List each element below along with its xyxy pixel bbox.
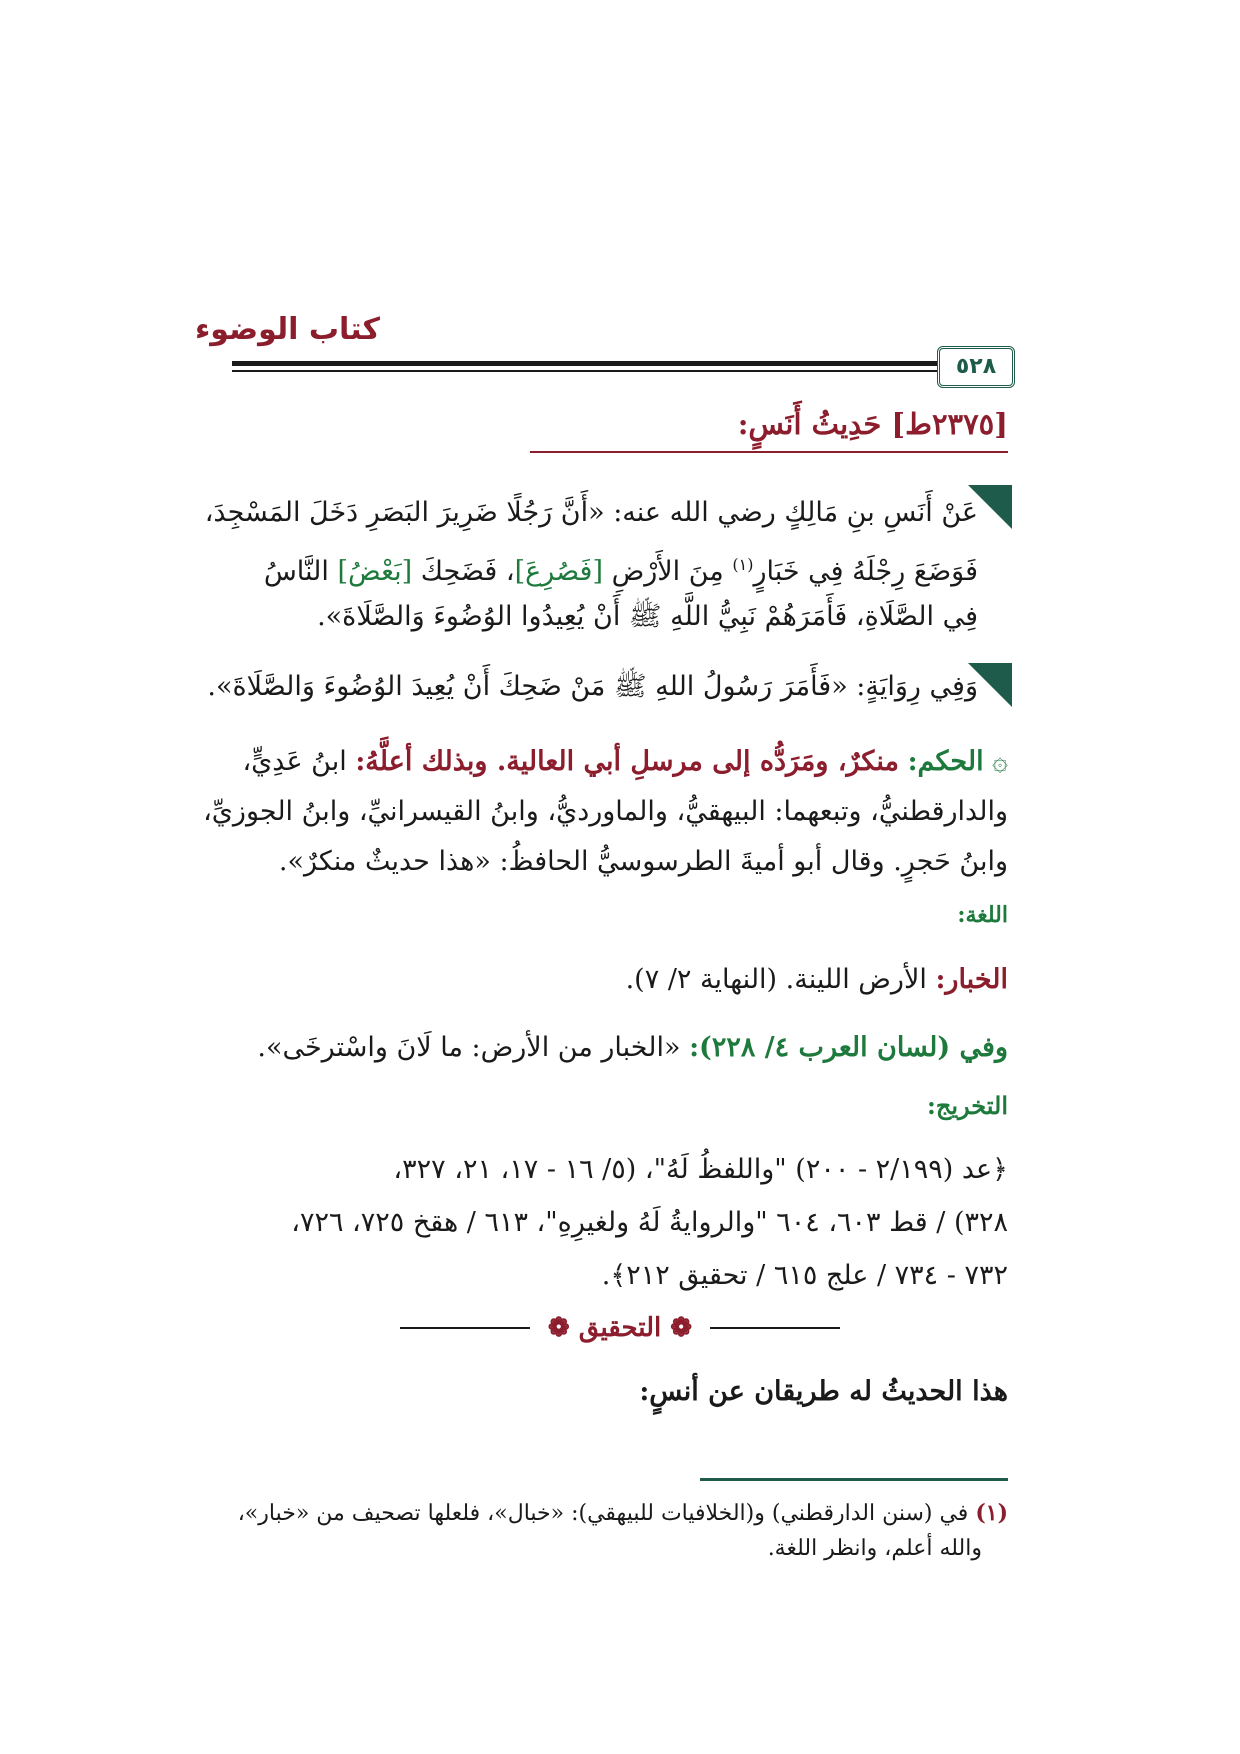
footnote-number: (١) [975,1500,1008,1526]
hadith-text-fragment: ، فَضَحِكَ [412,556,515,587]
footnote-line [232,1496,1008,1531]
book-title: كتاب الوضوء [194,312,380,347]
hukm-label: الحكم: [907,746,984,777]
hukm-line: وابنُ حَجرٍ. وقال أبو أميةَ الطرسوسيُّ الحافظُ: «هذا حديثٌ منكرٌ». [278,846,1008,877]
hukm-text: ابنُ عَدِيٍّ، [242,746,347,777]
hadith-text-fragment: النَّاسُ [263,556,338,587]
hadith-text-fragment: فَوَضَعَ رِجْلَهُ فِي خَبَارٍ [753,556,978,587]
hadith-text-line: فِي الصَّلَاةِ، فَأَمَرَهُمْ نَبِيُّ اللَّهِ ﷺ أَنْ يُعِيدُوا الوُضُوءَ وَالصَّلَاةَ». [317,601,978,632]
lugha-line [232,1028,1008,1068]
title-rule [530,451,1008,453]
lugha-term: الخبار: [935,964,1008,995]
ornament-rule [400,1327,530,1329]
hukm-line [232,742,1008,782]
footnote-text: في (سنن الدارقطني) و(الخلافيات للبيهقي): «خبال»، فلعلها تصحيف من «خبار»، [237,1501,969,1526]
variant-reading: [فَصُرِعَ] [514,556,603,587]
takhrij-line: ٧٣٢ - ٧٣٤ / علج ٦١٥ / تحقيق ٢١٢﴾. [601,1260,1008,1291]
hukm-verdict: منكرٌ، ومَرَدُّه إلى مرسلِ أبي العالية. وبذلك أعلَّهُ: [355,746,899,777]
lugha-line [232,960,1008,1000]
takhrij-line: ٣٢٨) / قط ٦٠٣، ٦٠٤ "والروايةُ لَهُ ولغيرِهِ"، ٦١٣ / هقخ ٧٢٥، ٧٢٦، [291,1207,1008,1238]
takhrij-heading: التخريج: [927,1091,1008,1120]
variant-reading: [بَعْضُ] [337,556,413,587]
footnote-ref[interactable]: (١) [732,555,754,574]
hadith-text-line [232,545,978,592]
riwaya-text: وَفِي رِوَايَةٍ: «فَأَمَرَ رَسُولُ اللهِ ﷺ مَنْ ضَحِكَ أَنْ يُعِيدَ الوُضُوءَ وَالصَّلَاةَ». [207,671,978,702]
lugha-definition: «الخبار من الأرض: ما لَانَ واسْترخَى». [257,1032,681,1063]
lugha-source: وفي (لسان العرب ٤/ ٢٢٨): [689,1032,1008,1063]
hadith-title: [٢٣٧٥ط] حَدِيثُ أَنَسٍ: [737,407,1008,441]
header-rule-thin [232,370,1008,372]
header-rule [232,361,1008,366]
page-number: ٥٢٨ [937,346,1015,388]
hadith-text-fragment: مِنَ الأَرْضِ [602,556,733,587]
tahqiq-intro: هذا الحديثُ له طريقان عن أنسٍ: [639,1376,1008,1407]
takhrij-line: ﴿عد (٢/١٩٩ - ٢٠٠) "واللفظُ لَهُ"، (٥/ ١٦ - ١٧، ٢١، ٣٢٧، [393,1154,1008,1185]
lugha-definition: الأرض اللينة. (النهاية ٢/ ٧). [625,964,927,995]
lugha-heading: اللغة: [957,902,1008,928]
footnote-line: والله أعلم، وانظر اللغة. [767,1536,982,1561]
tahqiq-ornament [400,1308,840,1348]
hadith-text-line: عَنْ أَنَسِ بنِ مَالِكٍ رضي الله عنه: «أَنَّ رَجُلًا ضَرِيرَ البَصَرِ دَخَلَ المَسْجِدَ، [204,497,978,528]
ornament-rule [710,1327,840,1329]
footnote-rule [700,1478,1008,1481]
tahqiq-heading: ❁ التحقيق ❁ [547,1313,693,1343]
hukm-line: والدارقطنيُّ، وتبعهما: البيهقيُّ، والماورديُّ، وابنُ القيسرانيِّ، وابنُ الجوزيِّ، [203,796,1008,827]
flower-icon: ۞ [992,746,1008,777]
